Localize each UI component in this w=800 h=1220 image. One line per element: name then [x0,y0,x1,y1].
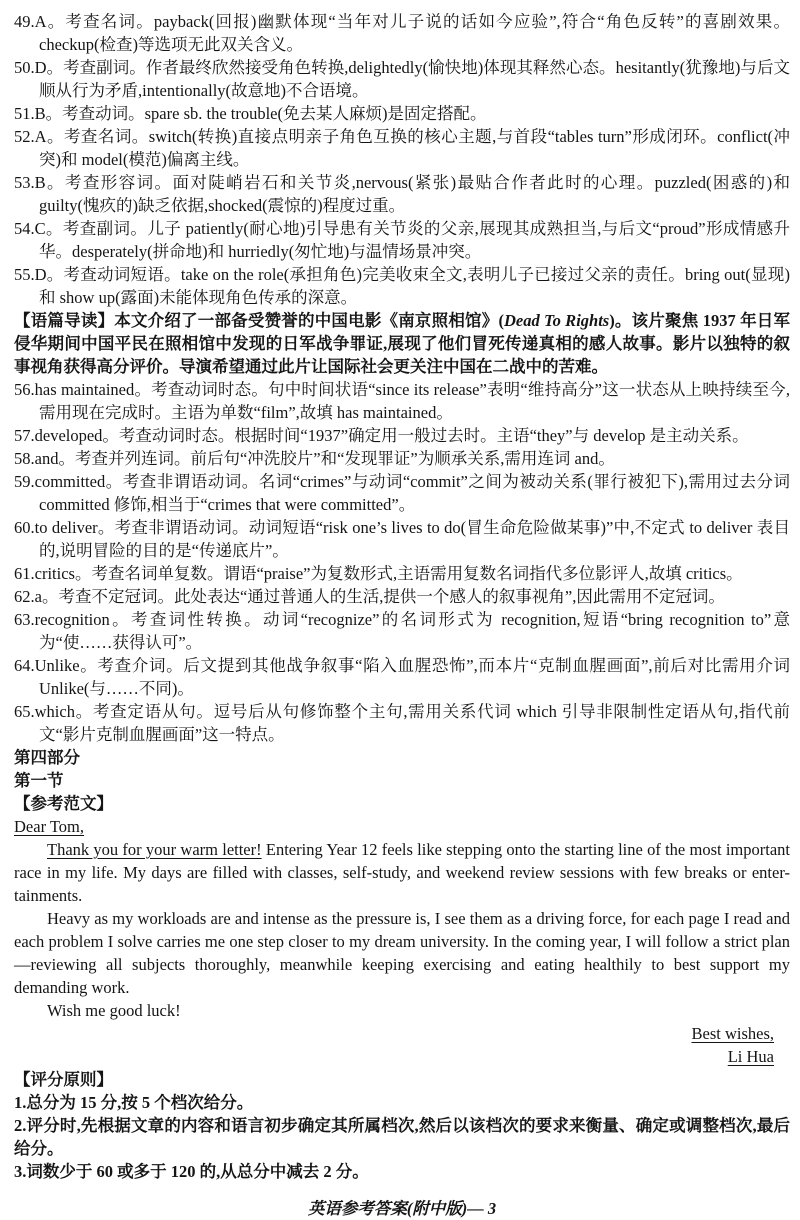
sample-essay-heading: 【参考范文】 [14,794,113,813]
answer-item-52: 52.A。考查名词。switch(转换)直接点明亲子角色互换的核心主题,与首段“tables turn”形成闭环。conflict(冲突)和 model(模范)偏离主线。 [14,127,790,169]
letter-paragraph-1-rest: Entering Year 12 feels like stepping onto the starting line of the most important race in my life. My days are filled with classes, self-study, and weekend review sessions with few breaks or enter-tainments. [14,840,790,905]
answer-item-49: 49.A。考查名词。payback(回报)幽默体现“当年对儿子说的话如今应验”,符合“角色反转”的喜剧效果。checkup(检查)等选项无此双关含义。 [14,12,790,54]
passage-guide-text-before: 本文介绍了一部备受赞誉的中国电影《南京照相馆》( [114,311,504,330]
letter-paragraph-3: Wish me good luck! [47,1001,181,1020]
answer-item-61: 61.critics。考查名词单复数。谓语“praise”为复数形式,主语需用复数名词指代多位影评人,故填 critics。 [14,564,743,583]
letter-salutation [14,815,790,838]
letter-paragraph-1 [14,838,790,907]
answer-item-55: 55.D。考查动词短语。take on the role(承担角色)完美收束全文,表明儿子已接过父亲的责任。bring out(显现)和 show up(露面)未能体现角色传承的深意。 [14,265,790,307]
answer-item-56: 56.has maintained。考查动词时态。句中时间状语“since its release”表明“维持高分”这一状态从上映持续至今,需用现在完成时。主语为单数“film”,故填 has maintained。 [14,380,790,422]
letter-paragraph-2: Heavy as my workloads are and intense as the pressure is, I see them as a driving force, for each page I read and each problem I solve carries me one step closer to my dream university. In the coming year, I will follow a strict plan—reviewing all subjects thoroughly, meanwhile keeping exercising and eating healthily to best support my demanding work. [14,909,790,997]
scoring-rule-1: 1.总分为 15 分,按 5 个档次给分。 [14,1093,254,1112]
answer-item-62: 62.a。考查不定冠词。此处表达“通过普通人的生活,提供一个感人的叙事视角”,因此需用不定冠词。 [14,587,725,606]
answer-item-54: 54.C。考查副词。儿子 patiently(耐心地)引导患有关节炎的父亲,展现其成熟担当,与后文“proud”形成情感升华。desperately(拼命地)和 hurriedly(匆忙地)与温情场景冲突。 [14,219,790,261]
answer-item-65: 65.which。考查定语从句。逗号后从句修饰整个主句,需用关系代词 which 引导非限制性定语从句,指代前文“影片克制血腥画面”这一特点。 [14,702,790,744]
scoring-rule-2: 2.评分时,先根据文章的内容和语言初步确定其所属档次,然后以该档次的要求来衡量、确定或调整档次,最后给分。 [14,1116,790,1158]
letter-opening-underlined: Thank you for your warm letter! [47,840,262,859]
letter-signature [14,1045,790,1068]
answer-item-63: 63.recognition。考查词性转换。动词“recognize”的名词形式为 recognition,短语“bring recognition to”意为“使……获得认可”。 [14,610,790,652]
passage-guide-label: 【语篇导读】 [14,311,115,330]
scoring-principles-heading: 【评分原则】 [14,1070,113,1089]
scoring-rule-3: 3.词数少于 60 或多于 120 的,从总分中减去 2 分。 [14,1162,369,1181]
passage-guide [14,309,790,378]
letter-salutation-text: Dear Tom, [14,817,85,836]
answer-item-60: 60.to deliver。考查非谓语动词。动词短语“risk one’s lives to do(冒生命危险做某事)”中,不定式 to deliver 表目的,说明冒险的目的是“传递底片”。 [14,518,790,560]
movie-english-title: Dead To Rights [503,311,610,330]
letter-closing-text: Best wishes, [691,1024,774,1043]
page-footer: 英语参考答案(附中版)— 3 [307,1199,497,1218]
part-four-heading: 第四部分 [14,748,80,767]
answer-item-58: 58.and。考查并列连词。前后句“冲洗胶片”和“发现罪证”为顺承关系,需用连词 and。 [14,449,615,468]
answer-item-50: 50.D。考查副词。作者最终欣然接受角色转换,delightedly(愉快地)体现其释然心态。hesitantly(犹豫地)与后文顺从行为矛盾,intentionally(故意地)不合语境。 [14,58,790,100]
answer-item-57: 57.developed。考查动词时态。根据时间“1937”确定用一般过去时。主语“they”与 develop 是主动关系。 [14,426,749,445]
letter-signature-text: Li Hua [727,1047,774,1066]
section-one-heading: 第一节 [14,771,64,790]
answer-item-53: 53.B。考查形容词。面对陡峭岩石和关节炎,nervous(紧张)最贴合作者此时的心理。puzzled(困惑的)和 guilty(愧疚的)缺乏依据,shocked(震惊的)程度过重。 [14,173,790,215]
answer-item-59: 59.committed。考查非谓语动词。名词“crimes”与动词“commit”之间为被动关系(罪行被犯下),需用过去分词 committed 修饰,相当于“crimes that were committed”。 [14,472,790,514]
answer-item-51: 51.B。考查动词。spare sb. the trouble(免去某人麻烦)是固定搭配。 [14,104,487,123]
letter-closing [14,1022,790,1045]
passage-guide-text-after: )。该片聚焦 1937 年日军侵华期间中国平民在照相馆中发现的日军战争罪证,展现了他们冒死传递真相的感人故事。影片以独特的叙事视角获得高分评价。导演希望通过此片让国际社会更关注中国在二战中的苦难。 [14,311,791,376]
answer-item-64: 64.Unlike。考查介词。后文提到其他战争叙事“陷入血腥恐怖”,而本片“克制血腥画面”,前后对比需用介词 Unlike(与……不同)。 [14,656,790,698]
